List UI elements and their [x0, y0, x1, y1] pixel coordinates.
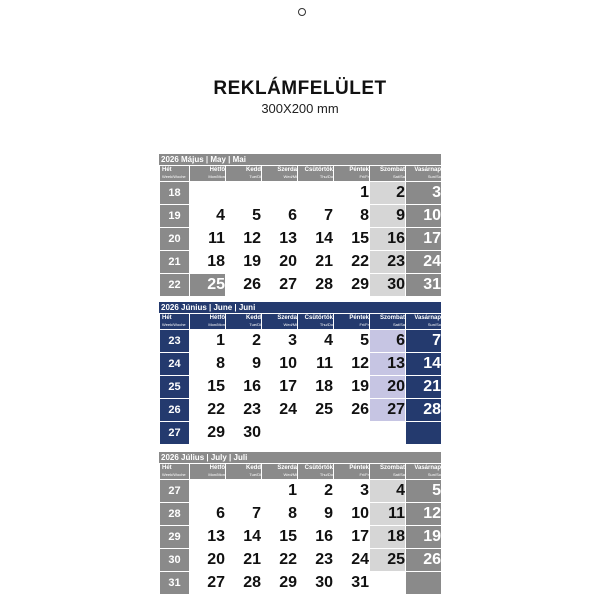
day-cell: 10 [262, 353, 298, 376]
week-number: 27 [160, 480, 190, 503]
day-cell: 8 [190, 353, 226, 376]
weekday-name: Kedd [246, 315, 261, 321]
week-row [160, 526, 442, 549]
day-cell: 18 [370, 526, 406, 549]
day-cell: 17 [262, 376, 298, 399]
day-cell: 15 [190, 376, 226, 399]
week-header-label: Hét [162, 315, 172, 321]
day-cell: 3 [406, 182, 442, 205]
weekday-name: Szombat [379, 315, 405, 321]
weekday-header [262, 166, 298, 182]
weekday-sublabel: Wed/Mi [283, 322, 297, 327]
day-cell: 29 [262, 572, 298, 595]
weekday-header [190, 166, 226, 182]
day-cell: 7 [298, 205, 334, 228]
weekday-header [298, 166, 334, 182]
weekday-header [406, 464, 442, 480]
weekday-header [226, 166, 262, 182]
day-cell: 22 [334, 251, 370, 274]
day-cell: 28 [406, 399, 442, 422]
advertising-area-title: REKLÁMFELÜLET [213, 78, 387, 99]
month-grid [159, 463, 442, 595]
day-cell: 30 [226, 422, 262, 445]
day-cell: 7 [406, 330, 442, 353]
day-cell: 18 [298, 376, 334, 399]
week-header-label: Hét [162, 465, 172, 471]
weekday-name: Szombat [379, 465, 405, 471]
day-cell: 8 [334, 205, 370, 228]
weekday-name: Hétfő [209, 465, 225, 471]
day-cell: 19 [226, 251, 262, 274]
weekday-header [406, 166, 442, 182]
week-column-header [160, 464, 190, 480]
weekday-name: Kedd [246, 465, 261, 471]
weekday-sublabel: Sat/Sa [392, 322, 405, 327]
weekday-sublabel: Mon/Mon [208, 174, 225, 179]
day-cell: 14 [298, 228, 334, 251]
day-cell: 7 [226, 503, 262, 526]
day-cell: 21 [226, 549, 262, 572]
weekday-sublabel: Mon/Mon [208, 472, 225, 477]
empty-day-cell [406, 572, 442, 595]
day-cell: 4 [298, 330, 334, 353]
month-calendar [159, 302, 441, 445]
week-number: 22 [160, 274, 190, 297]
day-cell: 11 [190, 228, 226, 251]
day-cell: 25 [370, 549, 406, 572]
day-cell: 23 [370, 251, 406, 274]
day-cell: 9 [370, 205, 406, 228]
empty-day-cell [226, 480, 262, 503]
day-cell: 27 [190, 572, 226, 595]
week-number: 30 [160, 549, 190, 572]
day-cell: 29 [190, 422, 226, 445]
weekday-sublabel: Sun/So [427, 322, 441, 327]
weekday-name: Vasárnap [414, 315, 441, 321]
day-cell: 2 [298, 480, 334, 503]
weekday-header [334, 314, 370, 330]
weekday-header [190, 314, 226, 330]
week-row [160, 549, 442, 572]
weekday-name: Vasárnap [414, 167, 441, 173]
weekday-header [334, 464, 370, 480]
day-cell: 19 [406, 526, 442, 549]
week-row [160, 353, 442, 376]
week-row [160, 422, 442, 445]
day-cell: 1 [334, 182, 370, 205]
day-cell: 13 [370, 353, 406, 376]
weekday-sublabel: Sun/So [427, 174, 441, 179]
day-cell: 23 [226, 399, 262, 422]
day-cell: 25 [298, 399, 334, 422]
day-cell: 15 [262, 526, 298, 549]
weekday-header [298, 314, 334, 330]
day-cell: 5 [334, 330, 370, 353]
month-calendar [159, 154, 441, 297]
weekday-header [226, 464, 262, 480]
day-cell: 5 [406, 480, 442, 503]
day-cell: 26 [226, 274, 262, 297]
weekday-name: Hétfő [209, 315, 225, 321]
day-cell: 1 [190, 330, 226, 353]
week-row [160, 228, 442, 251]
day-cell: 16 [226, 376, 262, 399]
day-cell: 16 [370, 228, 406, 251]
weekday-sublabel: Thu/Do [319, 322, 333, 327]
week-column-header [160, 166, 190, 182]
day-cell: 22 [190, 399, 226, 422]
weekday-header [226, 314, 262, 330]
week-row [160, 572, 442, 595]
day-cell: 17 [406, 228, 442, 251]
weekday-header [262, 464, 298, 480]
weekday-name: Szombat [379, 167, 405, 173]
week-number: 29 [160, 526, 190, 549]
day-cell: 9 [226, 353, 262, 376]
week-number: 31 [160, 572, 190, 595]
weekday-sublabel: Fri/Fr [359, 174, 369, 179]
weekday-name: Kedd [246, 167, 261, 173]
day-cell: 9 [298, 503, 334, 526]
week-number: 26 [160, 399, 190, 422]
day-cell: 6 [370, 330, 406, 353]
day-cell: 12 [406, 503, 442, 526]
day-cell: 28 [298, 274, 334, 297]
day-cell: 21 [406, 376, 442, 399]
weekday-name: Csütörtök [304, 315, 333, 321]
day-cell: 2 [370, 182, 406, 205]
day-cell: 22 [262, 549, 298, 572]
day-cell: 20 [370, 376, 406, 399]
empty-day-cell [298, 422, 334, 445]
weekday-header [406, 314, 442, 330]
week-row [160, 480, 442, 503]
day-cell: 30 [370, 274, 406, 297]
weekday-name: Szerda [277, 315, 297, 321]
day-cell: 12 [226, 228, 262, 251]
day-cell: 14 [226, 526, 262, 549]
day-cell: 4 [190, 205, 226, 228]
day-cell: 27 [262, 274, 298, 297]
day-cell: 10 [334, 503, 370, 526]
week-row [160, 274, 442, 297]
day-cell: 2 [226, 330, 262, 353]
weekday-name: Vasárnap [414, 465, 441, 471]
weekday-name: Szerda [277, 465, 297, 471]
month-title: 2026 Július | July | Juli [159, 452, 441, 463]
day-cell: 30 [298, 572, 334, 595]
empty-day-cell [262, 422, 298, 445]
day-cell: 28 [226, 572, 262, 595]
weekday-sublabel: Tue/Di [249, 472, 261, 477]
month-grid [159, 165, 442, 297]
month-calendar [159, 452, 441, 595]
hanging-hole [298, 8, 306, 16]
day-cell: 31 [406, 274, 442, 297]
day-cell: 31 [334, 572, 370, 595]
day-cell: 25 [190, 274, 226, 297]
day-cell: 18 [190, 251, 226, 274]
week-number: 25 [160, 376, 190, 399]
day-cell: 6 [190, 503, 226, 526]
week-row [160, 251, 442, 274]
day-cell: 24 [406, 251, 442, 274]
day-cell: 26 [334, 399, 370, 422]
empty-day-cell [262, 182, 298, 205]
week-row [160, 503, 442, 526]
week-row [160, 182, 442, 205]
day-cell: 4 [370, 480, 406, 503]
weekday-name: Csütörtök [304, 167, 333, 173]
day-cell: 23 [298, 549, 334, 572]
weekday-name: Hétfő [209, 167, 225, 173]
day-cell: 12 [334, 353, 370, 376]
month-grid [159, 313, 442, 445]
week-number: 20 [160, 228, 190, 251]
weekday-name: Csütörtök [304, 465, 333, 471]
day-cell: 15 [334, 228, 370, 251]
weekday-name: Péntek [349, 315, 369, 321]
weekday-sublabel: Thu/Do [319, 174, 333, 179]
day-cell: 29 [334, 274, 370, 297]
day-cell: 6 [262, 205, 298, 228]
weekday-header [370, 464, 406, 480]
week-number: 27 [160, 422, 190, 445]
day-cell: 27 [370, 399, 406, 422]
day-cell: 13 [262, 228, 298, 251]
day-cell: 13 [190, 526, 226, 549]
weekday-sublabel: Wed/Mi [283, 472, 297, 477]
weekday-name: Szerda [277, 167, 297, 173]
empty-day-cell [226, 182, 262, 205]
weekday-sublabel: Fri/Fr [359, 472, 369, 477]
empty-day-cell [406, 422, 442, 445]
week-number: 18 [160, 182, 190, 205]
day-cell: 10 [406, 205, 442, 228]
week-column-header [160, 314, 190, 330]
week-header-sublabel: Week/Woche [162, 472, 186, 477]
empty-day-cell [298, 182, 334, 205]
weekday-header [262, 314, 298, 330]
weekday-sublabel: Sat/Sa [392, 174, 405, 179]
weekday-header [370, 166, 406, 182]
weekday-header [334, 166, 370, 182]
day-cell: 3 [334, 480, 370, 503]
day-cell: 14 [406, 353, 442, 376]
empty-day-cell [190, 480, 226, 503]
week-number: 23 [160, 330, 190, 353]
weekday-sublabel: Mon/Mon [208, 322, 225, 327]
day-cell: 8 [262, 503, 298, 526]
day-cell: 16 [298, 526, 334, 549]
weekday-name: Péntek [349, 465, 369, 471]
week-row [160, 330, 442, 353]
week-number: 19 [160, 205, 190, 228]
day-cell: 5 [226, 205, 262, 228]
day-cell: 1 [262, 480, 298, 503]
day-cell: 11 [370, 503, 406, 526]
empty-day-cell [370, 422, 406, 445]
week-row [160, 205, 442, 228]
weekday-header [190, 464, 226, 480]
day-cell: 26 [406, 549, 442, 572]
weekday-sublabel: Fri/Fr [359, 322, 369, 327]
week-number: 28 [160, 503, 190, 526]
empty-day-cell [334, 422, 370, 445]
weekday-sublabel: Tue/Di [249, 322, 261, 327]
day-cell: 3 [262, 330, 298, 353]
week-row [160, 376, 442, 399]
day-cell: 19 [334, 376, 370, 399]
weekday-sublabel: Wed/Mi [283, 174, 297, 179]
weekday-header [370, 314, 406, 330]
weekday-header [298, 464, 334, 480]
day-cell: 17 [334, 526, 370, 549]
empty-day-cell [370, 572, 406, 595]
day-cell: 11 [298, 353, 334, 376]
week-number: 21 [160, 251, 190, 274]
weekday-name: Péntek [349, 167, 369, 173]
day-cell: 24 [334, 549, 370, 572]
week-number: 24 [160, 353, 190, 376]
weekday-sublabel: Sat/Sa [392, 472, 405, 477]
week-header-sublabel: Week/Woche [162, 174, 186, 179]
week-header-sublabel: Week/Woche [162, 322, 186, 327]
month-title: 2026 Május | May | Mai [159, 154, 441, 165]
day-cell: 20 [190, 549, 226, 572]
advertising-area-size: 300X200 mm [261, 101, 339, 116]
weekday-sublabel: Sun/So [427, 472, 441, 477]
week-row [160, 399, 442, 422]
weekday-sublabel: Tue/Di [249, 174, 261, 179]
month-title: 2026 Június | June | Juni [159, 302, 441, 313]
day-cell: 21 [298, 251, 334, 274]
day-cell: 24 [262, 399, 298, 422]
weekday-sublabel: Thu/Do [319, 472, 333, 477]
day-cell: 20 [262, 251, 298, 274]
empty-day-cell [190, 182, 226, 205]
week-header-label: Hét [162, 167, 172, 173]
